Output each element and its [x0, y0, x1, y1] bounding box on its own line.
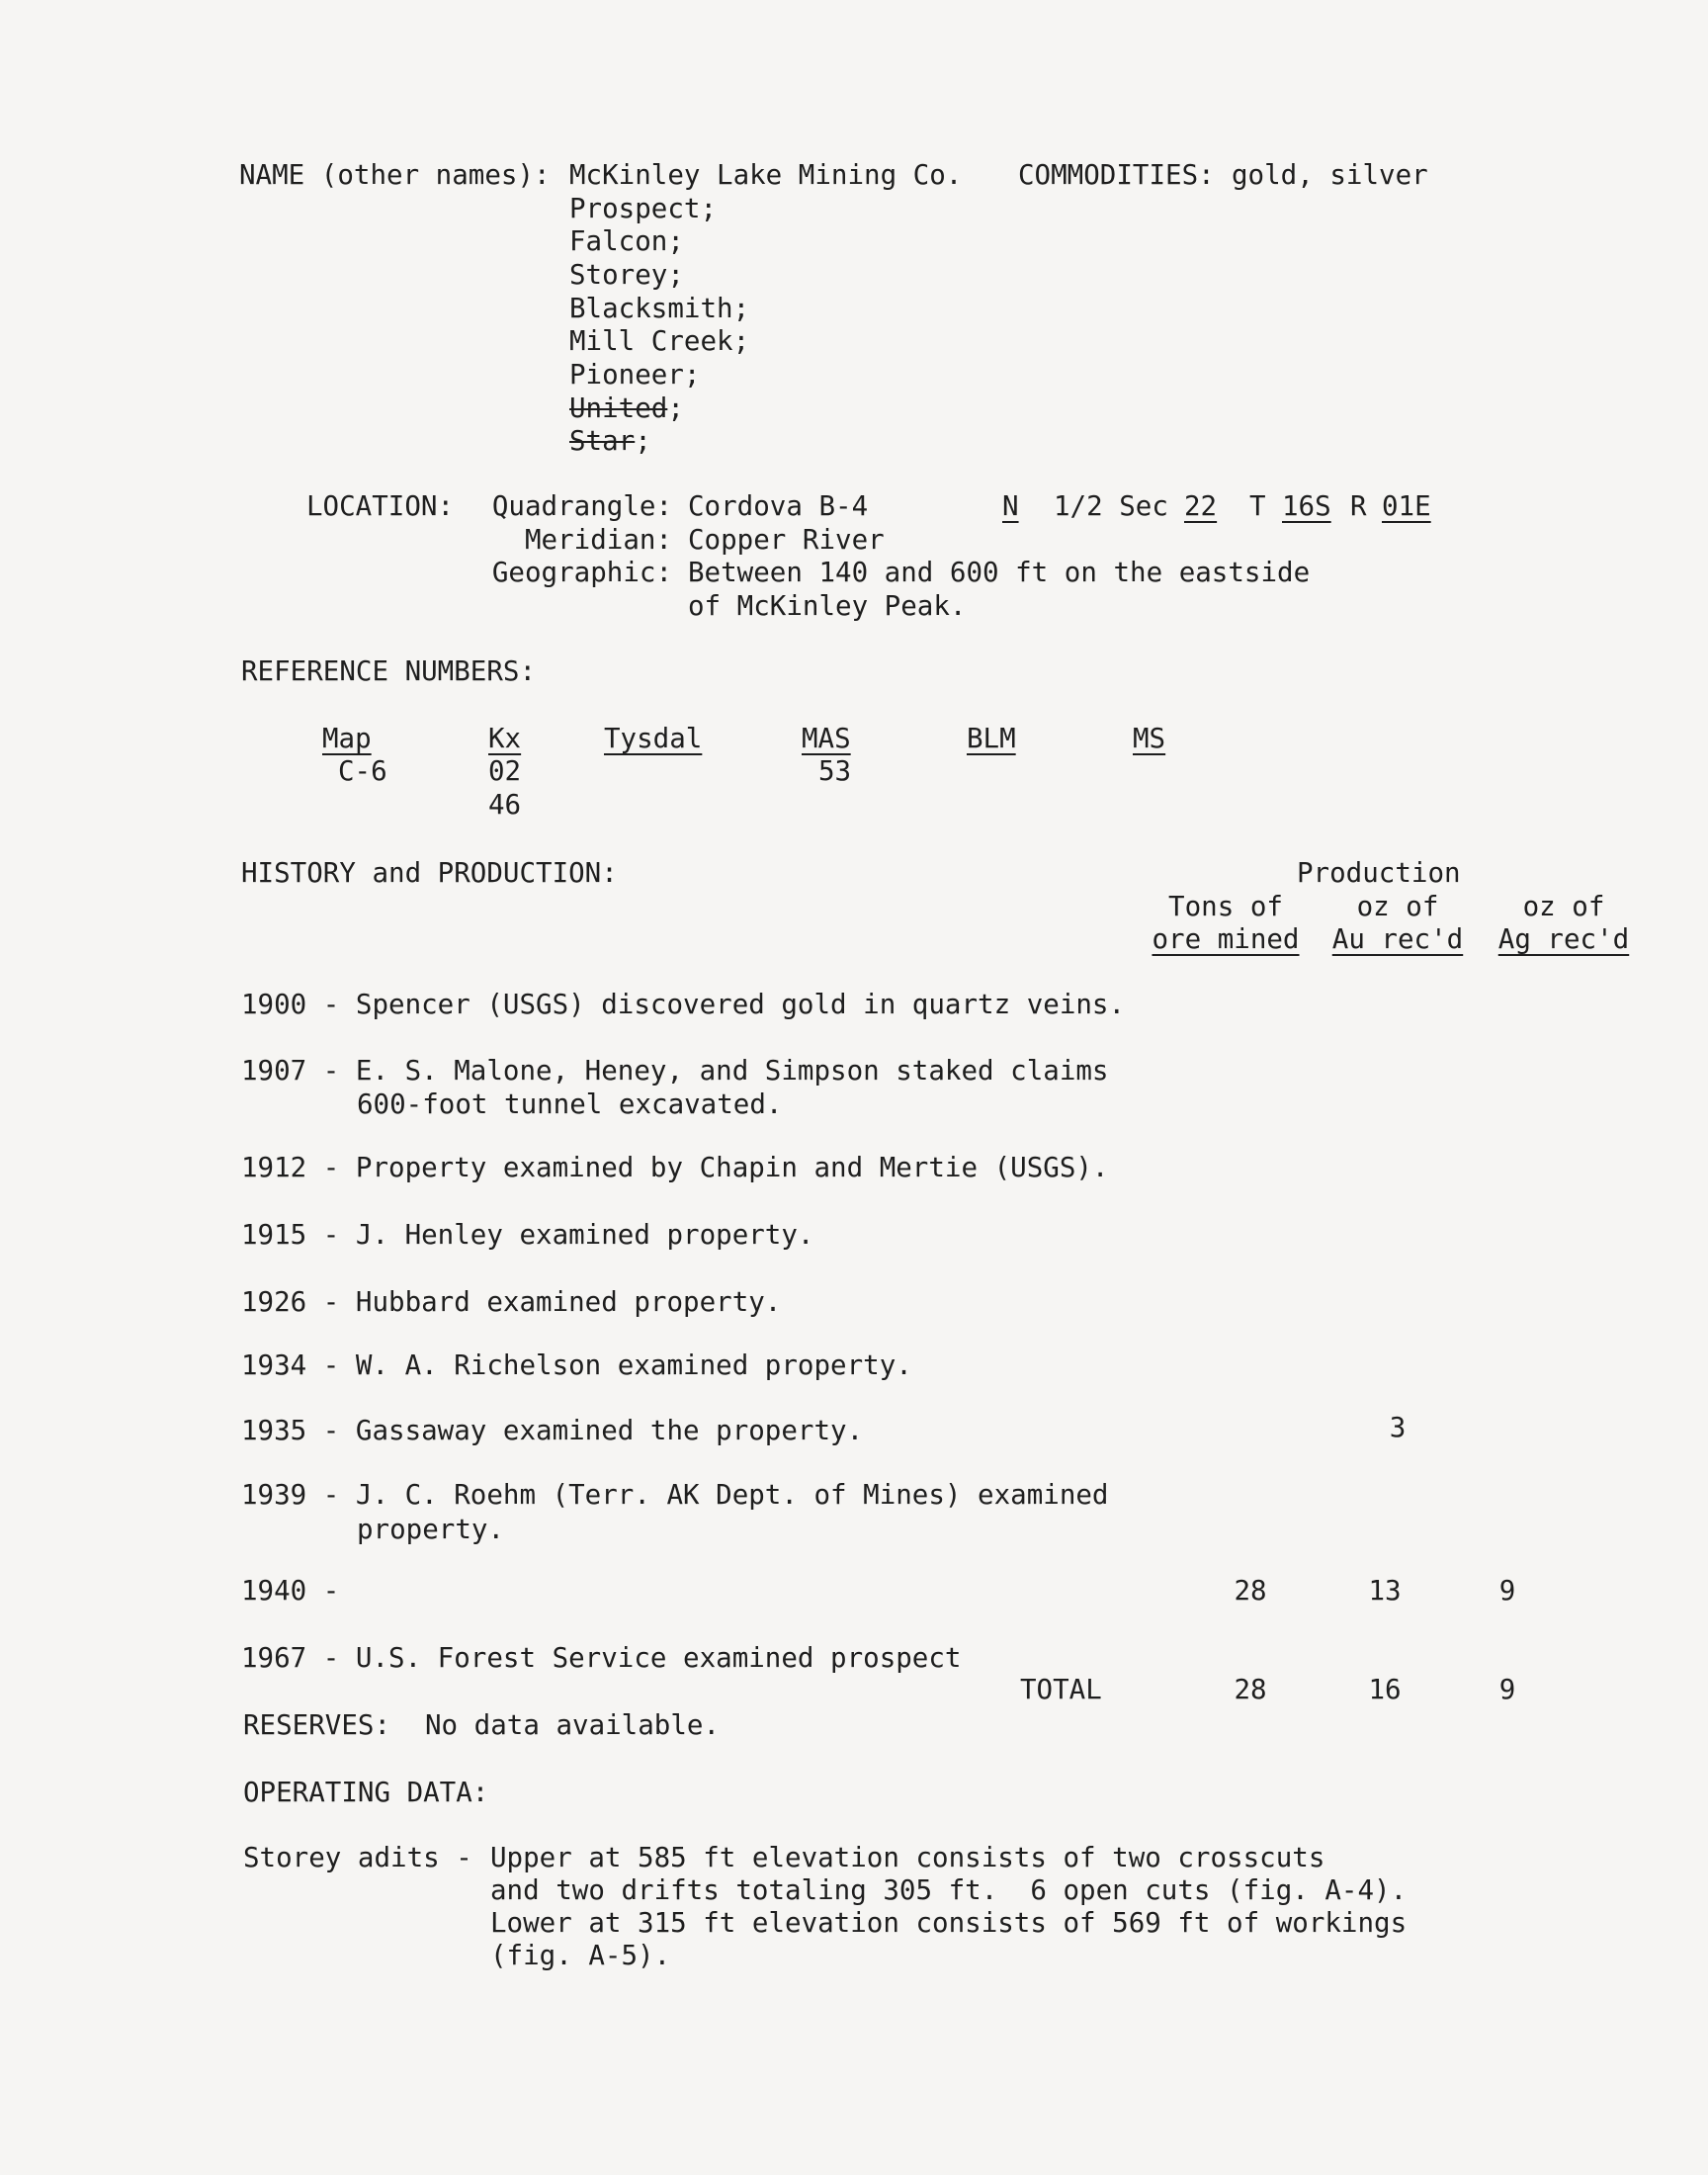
tons-value: 28	[1234, 1575, 1267, 1607]
total-label: TOTAL	[1020, 1674, 1102, 1705]
reserves-value: No data available.	[425, 1709, 721, 1741]
history-entry: 1912 - Property examined by Chapin and Mertie (USGS).	[241, 1152, 1109, 1183]
ref-header-kx: Kx	[488, 723, 522, 754]
section-half: N	[1002, 490, 1019, 522]
col-ag-line2: Ag rec'd	[1497, 923, 1630, 955]
history-entry: 1967 - U.S. Forest Service examined prospect	[241, 1642, 962, 1674]
history-entry: 1915 - J. Henley examined property.	[241, 1219, 814, 1251]
other-name: Mill Creek;	[569, 325, 750, 357]
section-half-label: 1/2 Sec	[1054, 490, 1168, 522]
production-label: Production	[1297, 857, 1461, 889]
ref-header-map: Map	[322, 723, 372, 754]
au-value: 13	[1368, 1575, 1402, 1607]
ref-header-blm: BLM	[967, 723, 1016, 754]
history-entry: 1926 - Hubbard examined property.	[241, 1286, 782, 1318]
col-tons-line2: ore mined	[1152, 923, 1300, 955]
history-entry: 1940 -	[241, 1575, 340, 1607]
operating-line: Upper at 585 ft elevation consists of two crosscuts	[490, 1842, 1325, 1873]
history-label: HISTORY and PRODUCTION:	[241, 857, 618, 889]
struck-word: United	[569, 392, 668, 424]
ref-header-mas: MAS	[802, 723, 851, 754]
history-entry: 1907 - E. S. Malone, Heney, and Simpson staked claims	[241, 1055, 1109, 1087]
col-au-line2: Au rec'd	[1331, 923, 1464, 955]
other-name: Blacksmith;	[569, 293, 750, 324]
geographic-label: Geographic:	[491, 557, 672, 588]
col-ag-line1: oz of	[1522, 891, 1605, 922]
struck-name: United;	[569, 392, 684, 424]
history-entry-cont: 600-foot tunnel excavated.	[357, 1088, 783, 1120]
geographic-line: of McKinley Peak.	[688, 590, 967, 622]
history-entry: 1935 - Gassaway examined the property.	[241, 1415, 864, 1446]
struck-name: Star;	[569, 425, 651, 457]
township-label: T	[1249, 490, 1266, 522]
section-number: 22	[1184, 490, 1218, 522]
ag-value: 9	[1498, 1575, 1516, 1607]
location-label: LOCATION:	[306, 490, 455, 522]
geographic-line: Between 140 and 600 ft on the eastside	[688, 557, 1311, 588]
ref-mas-value: 53	[818, 755, 852, 787]
quadrangle-value: Cordova B-4	[688, 490, 869, 522]
operating-line: Lower at 315 ft elevation consists of 569 ft of workings	[490, 1907, 1408, 1939]
ref-kx-value: 46	[488, 789, 522, 821]
range-label: R	[1350, 490, 1367, 522]
history-entry-cont: property.	[357, 1514, 505, 1545]
reference-label: REFERENCE NUMBERS:	[241, 655, 537, 687]
other-name: Prospect;	[569, 193, 718, 224]
quadrangle-label: Quadrangle:	[491, 490, 672, 522]
ref-map-value: C-6	[338, 755, 387, 787]
township-value: 16S	[1282, 490, 1331, 522]
col-au-line1: oz of	[1356, 891, 1439, 922]
total-au: 16	[1368, 1674, 1402, 1705]
operating-label: OPERATING DATA:	[243, 1777, 489, 1808]
history-entry: 1900 - Spencer (USGS) discovered gold in quartz veins.	[241, 989, 1126, 1020]
reserves-label: RESERVES:	[243, 1709, 391, 1741]
meridian-label: Meridian:	[524, 524, 672, 556]
commodities-value: gold, silver	[1232, 159, 1428, 191]
history-entry: 1939 - J. C. Roehm (Terr. AK Dept. of Mines) examined	[241, 1479, 1109, 1511]
col-tons-line1: Tons of	[1168, 891, 1283, 922]
ref-header-tysdal: Tysdal	[604, 723, 703, 754]
commodities-label: COMMODITIES:	[1018, 159, 1215, 191]
name-primary: McKinley Lake Mining Co.	[569, 159, 963, 191]
total-tons: 28	[1234, 1674, 1267, 1705]
other-name: Falcon;	[569, 225, 684, 257]
operating-line: and two drifts totaling 305 ft. 6 open cuts (fig. A-4).	[490, 1874, 1408, 1906]
other-name: Storey;	[569, 259, 684, 291]
history-entry: 1934 - W. A. Richelson examined property.	[241, 1349, 912, 1381]
operating-line: (fig. A-5).	[490, 1940, 671, 1971]
struck-word: Star	[569, 425, 636, 457]
operating-item-label: Storey adits -	[243, 1842, 472, 1873]
name-label: NAME (other names):	[239, 159, 551, 191]
total-ag: 9	[1498, 1674, 1516, 1705]
meridian-value: Copper River	[688, 524, 885, 556]
ref-header-ms: MS	[1133, 723, 1166, 754]
ref-kx-value: 02	[488, 755, 522, 787]
other-name: Pioneer;	[569, 359, 701, 391]
au-value: 3	[1389, 1412, 1407, 1443]
range-value: 01E	[1382, 490, 1431, 522]
